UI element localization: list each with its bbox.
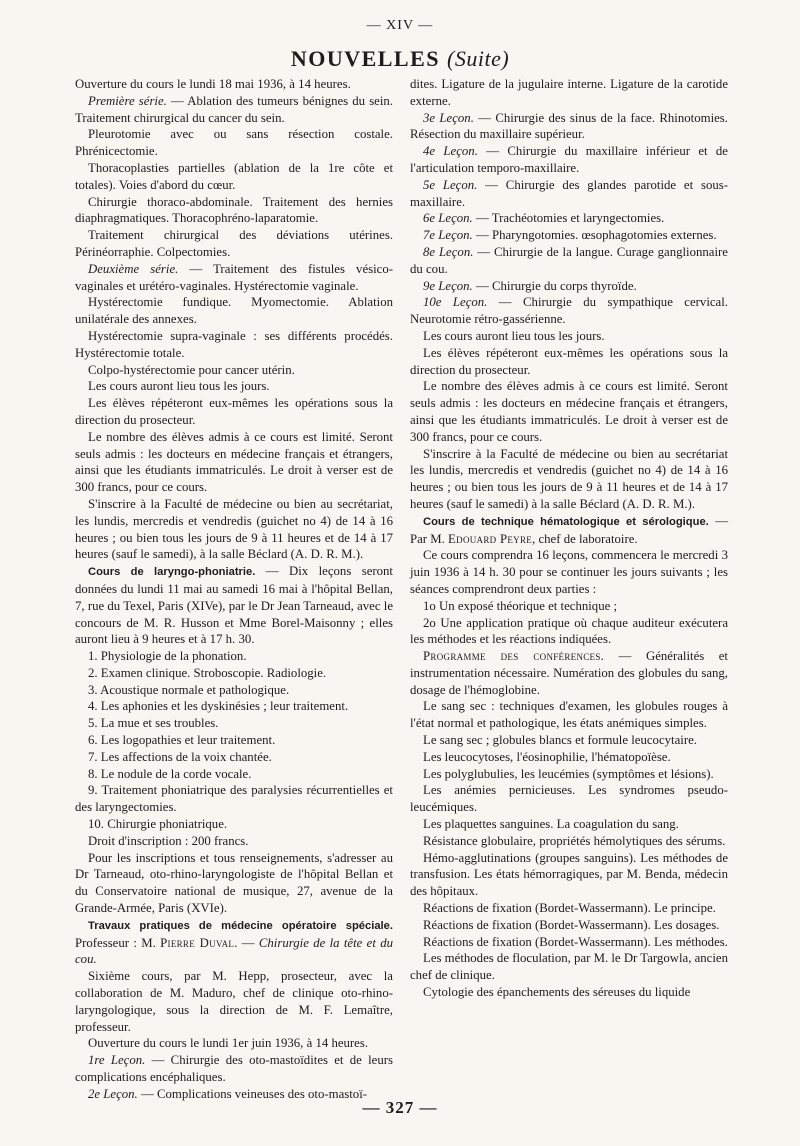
paragraph	[410, 244, 728, 278]
paragraph-text: — Chirurgie du corps thyroïde.	[472, 278, 637, 293]
paragraph-text: — Traitement des fistules vésico-vaginales et urétéro-vaginales. Hystérectomie vaginale.	[75, 261, 393, 293]
paragraph: Les méthodes de floculation, par M. le Dr Targowla, ancien chef de clinique.	[410, 951, 728, 983]
paragraph: Hystérectomie fundique. Myomectomie. Ablation unilatérale des annexes.	[75, 295, 393, 327]
paragraph-text: Professeur : M.	[75, 935, 161, 950]
paragraph: Cytologie des épanchements des séreuses du liquide	[423, 985, 691, 1000]
list-item: 7. Les affections de la voix chantée.	[88, 749, 272, 764]
paragraph	[75, 93, 393, 127]
lecturer-name: Edouard Peyre	[448, 531, 533, 546]
paragraph: Droit d'inscription : 200 francs.	[88, 833, 249, 848]
paragraph: Le nombre des élèves admis à ce cours est limité. Seront seuls admis : les docteurs en médecine français et étrangers, ainsi que les étudiants immatriculés. Le droit à verser est de 300 francs, pour ce cours.	[75, 429, 393, 495]
professor-name: Pierre Duval	[160, 935, 235, 950]
paragraph	[75, 1052, 393, 1086]
paragraph	[410, 294, 728, 328]
list-item: 9. Traitement phoniatrique des paralysies récurrentielles et des laryngectomies.	[75, 783, 393, 815]
paragraph: Réactions de fixation (Bordet-Wassermann). Les méthodes.	[423, 934, 728, 949]
paragraph	[75, 261, 393, 295]
paragraph: Hystérectomie supra-vaginale : ses différents procédés. Hystérectomie totale.	[75, 328, 393, 360]
paragraph	[410, 110, 728, 144]
paragraph: Traitement chirurgical des déviations utérines. Périnéorraphie. Colpectomies.	[75, 228, 393, 259]
paragraph-text: . —	[234, 935, 259, 950]
paragraph: Le nombre des élèves admis à ce cours est limité. Seront seuls admis : les docteurs en médecine français et étrangers, ainsi que les étudiants immatriculés. Le droit à verser est de 300 francs, pour ce cours.	[410, 379, 728, 444]
section-heading: Travaux pratiques de médecine opératoire spéciale.	[88, 919, 393, 932]
paragraph-text: — Chirurgie des glandes parotide et sous-maxillaire.	[410, 177, 728, 209]
paragraph	[410, 648, 728, 698]
paragraph-text: — Généralités et instrumentation nécessaire. Numération des globules du sang, dosage de l'hémoglobine.	[410, 649, 728, 697]
paragraph: 1o Un exposé théorique et technique ;	[423, 598, 618, 613]
section-heading: Cours de laryngo-phoniatrie.	[88, 566, 256, 579]
paragraph: Les plaquettes sanguines. La coagulation du sang.	[423, 817, 679, 832]
paragraph: Ouverture du cours le lundi 18 mai 1936, à 14 heures.	[75, 77, 351, 91]
lesson-heading: 6e Leçon.	[423, 211, 473, 226]
paragraph: Hémo-agglutinations (groupes sanguins). Les méthodes de transfusion. Les états hémorragiques, par M. Benda, médecin des hôpitaux.	[410, 850, 728, 899]
paragraph: Les élèves répéteront eux-mêmes les opérations sous la direction du prosecteur.	[410, 345, 728, 377]
lesson-heading: 4e Leçon.	[423, 144, 478, 159]
paragraph: Thoracoplasties partielles (ablation de la 1re côte et totales). Voies d'abord du cœur.	[75, 160, 393, 192]
paragraph-text: — Chirurgie des oto-mastoïdites et de leurs complications encéphaliques.	[75, 1053, 393, 1085]
title-main: NOUVELLES	[290, 46, 441, 71]
paragraph	[410, 210, 728, 227]
paragraph: Le sang sec ; globules blancs et formule leucocytaire.	[423, 733, 697, 748]
left-column	[75, 76, 393, 1103]
lesson-heading: 3e Leçon.	[423, 110, 474, 125]
paragraph	[410, 177, 728, 211]
paragraph: Les cours auront lieu tous les jours.	[88, 379, 270, 394]
title-suite: (Suite)	[447, 46, 510, 71]
paragraph: 2o Une application pratique où chaque auditeur exécutera les méthodes et les réactions indiquées.	[410, 615, 728, 647]
list-item: 2. Examen clinique. Stroboscopie. Radiologie.	[88, 665, 327, 680]
paragraph: Les élèves répéteront eux-mêmes les opérations sous la direction du prosecteur.	[75, 396, 393, 427]
lesson-heading: 1re Leçon.	[88, 1053, 146, 1068]
series-heading: Première série.	[88, 93, 167, 108]
list-item: 4. Les aphonies et les dyskinésies ; leur traitement.	[88, 699, 349, 714]
lesson-heading: 7e Leçon.	[423, 228, 473, 243]
lesson-heading: 2e Leçon.	[88, 1086, 138, 1101]
paragraph: Colpo-hystérectomie pour cancer utérin.	[88, 362, 295, 377]
paragraph-text: — Chirurgie de la langue. Curage ganglionnaire du cou.	[410, 244, 728, 276]
paragraph: Pleurotomie avec ou sans résection costale. Phrénicectomie.	[75, 127, 393, 159]
paragraph-text: — Complications veineuses des oto-mastoï-	[137, 1086, 368, 1101]
paragraph-text: — Dix leçons seront données du lundi 11 mai au samedi 16 mai à l'hôpital Bellan, 7, rue du Texel, Paris (XIVe), par le Dr Jean Tarneaud, avec le concours de M. R. Husson et Mme Borel-Maisonny ; elles auront lieu à 9 heures et à 17 h. 30.	[75, 564, 393, 647]
paragraph	[410, 278, 728, 295]
paragraph	[75, 917, 393, 968]
paragraph: dites. Ligature de la jugulaire interne. Ligature de la carotide externe.	[410, 77, 728, 108]
paragraph: Réactions de fixation (Bordet-Wassermann). Le principe.	[423, 901, 716, 916]
paragraph-text: , chef de laboratoire.	[532, 531, 638, 546]
paragraph: Les cours auront lieu tous les jours.	[423, 328, 605, 343]
paragraph: Ouverture du cours le lundi 1er juin 1936, à 14 heures.	[88, 1036, 369, 1051]
paragraph: Chirurgie thoraco-abdominale. Traitement des hernies diaphragmatiques. Thoracophréno-laparatomie.	[75, 194, 393, 226]
list-item: 1. Physiologie de la phonation.	[88, 649, 247, 664]
list-item: 5. La mue et ses troubles.	[88, 716, 219, 731]
programme-heading: Programme des conférences.	[423, 649, 605, 664]
paragraph: Le sang sec : techniques d'examen, les globules rouges à l'état normal et pathologique, les états anémiques simples.	[410, 699, 728, 731]
list-item: 6. Les logopathies et leur traitement.	[88, 733, 276, 748]
lesson-heading: 8e Leçon.	[423, 244, 474, 259]
lesson-heading: 10e Leçon.	[423, 295, 488, 310]
paragraph-text: — Chirurgie des sinus de la face. Rhinotomies. Résection du maxillaire supérieur.	[410, 110, 728, 142]
right-column	[410, 76, 728, 1001]
paragraph: Résistance globulaire, propriétés hémolytiques des sérums.	[423, 833, 726, 848]
paragraph	[410, 143, 728, 177]
paragraph: Réactions de fixation (Bordet-Wassermann). Les dosages.	[423, 917, 720, 932]
paragraph: Ce cours comprendra 16 leçons, commencera le mercredi 3 juin 1936 à 14 h. 30 pour se continuer les jours suivants ; les séances comprendront deux parties :	[410, 548, 728, 596]
paragraph: S'inscrire à la Faculté de médecine ou bien au secrétariat, les lundis, mercredis et vendredis (guichet no 4) de 14 à 16 heures ; ou bien tous les jours de 9 à 11 heures et de 14 à 17 heures (sauf le samedi), à la salle Béclard (A. D. R. M.).	[75, 496, 393, 562]
paragraph: Pour les inscriptions et tous renseignements, s'adresser au Dr Tarneaud, oto-rhino-laryngologiste de l'hôpital Bellan et du Conservatoire national de musique, 27, avenue de la Grande-Armée, Paris (XVIe).	[75, 850, 393, 916]
page-title	[0, 46, 800, 72]
paragraph: Les leucocytoses, l'éosinophilie, l'hématopoïèse.	[423, 749, 671, 764]
course-subtitle: Chirurgie de la tête et du cou.	[75, 935, 394, 967]
paragraph	[410, 513, 728, 548]
paragraph-text: — Pharyngotomies. œsophagotomies externes.	[472, 228, 717, 243]
paragraph-text: — Trachéotomies et laryngectomies.	[472, 211, 665, 226]
paragraph: Les polyglubulies, les leucémies (symptômes et lésions).	[423, 766, 714, 781]
section-heading: Cours de technique hématologique et sérologique.	[423, 515, 709, 528]
page-number: — 327 —	[362, 1098, 438, 1117]
paragraph: S'inscrire à la Faculté de médecine ou bien au secrétariat les lundis, mercredis et vendredis (guichet no 4) de 14 à 16 heures ; ou bien tous les jours de 9 à 11 heures et de 14 à 17 heures (sauf le samedi) à la salle Béclard (A. D. R. M.).	[410, 446, 728, 511]
running-head: — XIV —	[366, 18, 434, 33]
paragraph-text: — Ablation des tumeurs bénignes du sein. Traitement chirurgical du cancer du sein.	[75, 93, 394, 125]
paragraph-text: — Chirurgie du maxillaire inférieur et de l'articulation temporo-maxillaire.	[410, 144, 728, 175]
paragraph: Sixième cours, par M. Hepp, prosecteur, avec la collaboration de M. Maduro, chef de clinique oto-rhino-laryngologique, sous la direction de M. F. Lemaître, professeur.	[75, 969, 393, 1034]
list-item: 10. Chirurgie phoniatrique.	[88, 817, 228, 832]
lesson-heading: 9e Leçon.	[423, 278, 473, 293]
series-heading: Deuxième série.	[88, 261, 179, 276]
list-item: 3. Acoustique normale et pathologique.	[88, 682, 290, 697]
paragraph	[410, 227, 728, 244]
paragraph-text: — Par M.	[410, 513, 728, 546]
list-item: 8. Le nodule de la corde vocale.	[88, 766, 252, 781]
paragraph	[75, 563, 393, 648]
paragraph-text: — Chirurgie du sympathique cervical. Neurotomie rétro-gassérienne.	[410, 295, 728, 327]
paragraph: Les anémies pernicieuses. Les syndromes pseudo-leucémiques.	[410, 783, 728, 815]
lesson-heading: 5e Leçon.	[423, 177, 478, 192]
